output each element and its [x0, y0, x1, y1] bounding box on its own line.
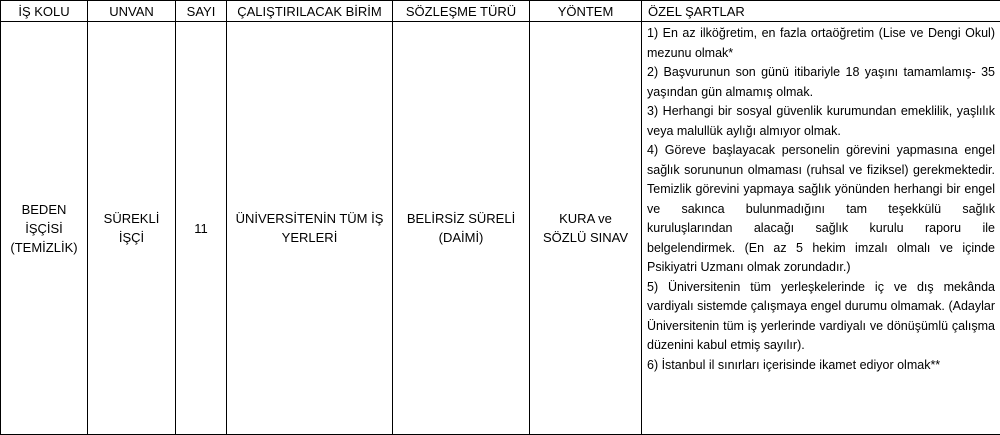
table-row: [1, 22, 1000, 435]
yontem-line: KURA ve: [533, 209, 638, 228]
requirement-item: 4) Göreve başlayacak personelin görevini yapmasına engel sağlık sorununun olmaması (ruhsal ve fiziksel) gerekmektedir. Temizlik görevini yapmaya sağlık yönünden herhangi bir engel ve sakınca bulunmadığını tam teşekkülü sağlık kuruluşlarından alacağı sağlık kurulu raporu ile belgelendirmek. (En az 5 hekim imzalı olmalı ve içinde Psikiyatri Uzmanı olmak zorundadır.): [647, 141, 995, 278]
header-row: [1, 1, 1000, 22]
cell-unvan: [88, 22, 176, 435]
cell-yontem: [530, 22, 642, 435]
cell-ozel-sartlar: [642, 22, 1000, 435]
requirement-item: 3) Herhangi bir sosyal güvenlik kurumundan emeklilik, yaşlılık veya malullük aylığı almıyor olmak.: [647, 102, 995, 141]
requirement-item: 5) Üniversitenin tüm yerleşkelerinde iç ve dış mekânda vardiyalı sistemde çalışmaya engel durumu olmamak. (Adaylar Üniversitenin tüm iş yerlerinde vardiyalı ve dönüşümlü çalışma düzenini kabul etmiş sayılır).: [647, 278, 995, 356]
cell-birim: [227, 22, 393, 435]
header-is-kolu: İŞ KOLU: [1, 1, 88, 22]
header-ozel-sartlar: ÖZEL ŞARTLAR: [642, 1, 1000, 22]
requirement-item: 2) Başvurunun son günü itibariyle 18 yaşını tamamlamış- 35 yaşından gün almamış olmak.: [647, 63, 995, 102]
header-unvan: UNVAN: [88, 1, 176, 22]
header-yontem: YÖNTEM: [530, 1, 642, 22]
header-birim: ÇALIŞTIRILACAK BİRİM: [227, 1, 393, 22]
requirement-item: 6) İstanbul il sınırları içerisinde ikamet ediyor olmak**: [647, 356, 995, 376]
birim-line: ÜNİVERSİTENİN TÜM İŞ: [230, 209, 389, 228]
sozlesme-line: (DAİMİ): [396, 228, 526, 247]
yontem-line: SÖZLÜ SINAV: [533, 228, 638, 247]
is-kolu-line: (TEMİZLİK): [4, 238, 84, 257]
cell-is-kolu: [1, 22, 88, 435]
birim-line: YERLERİ: [230, 228, 389, 247]
unvan-line: İŞÇİ: [91, 228, 172, 247]
is-kolu-line: BEDEN İŞÇİSİ: [4, 200, 84, 238]
cell-sayi: 11: [176, 22, 227, 435]
header-sayi: SAYI: [176, 1, 227, 22]
cell-sozlesme-turu: [393, 22, 530, 435]
unvan-line: SÜREKLİ: [91, 209, 172, 228]
requirement-item: 1) En az ilköğretim, en fazla ortaöğretim (Lise ve Dengi Okul) mezunu olmak*: [647, 24, 995, 63]
header-sozlesme-turu: SÖZLEŞME TÜRÜ: [393, 1, 530, 22]
sozlesme-line: BELİRSİZ SÜRELİ: [396, 209, 526, 228]
